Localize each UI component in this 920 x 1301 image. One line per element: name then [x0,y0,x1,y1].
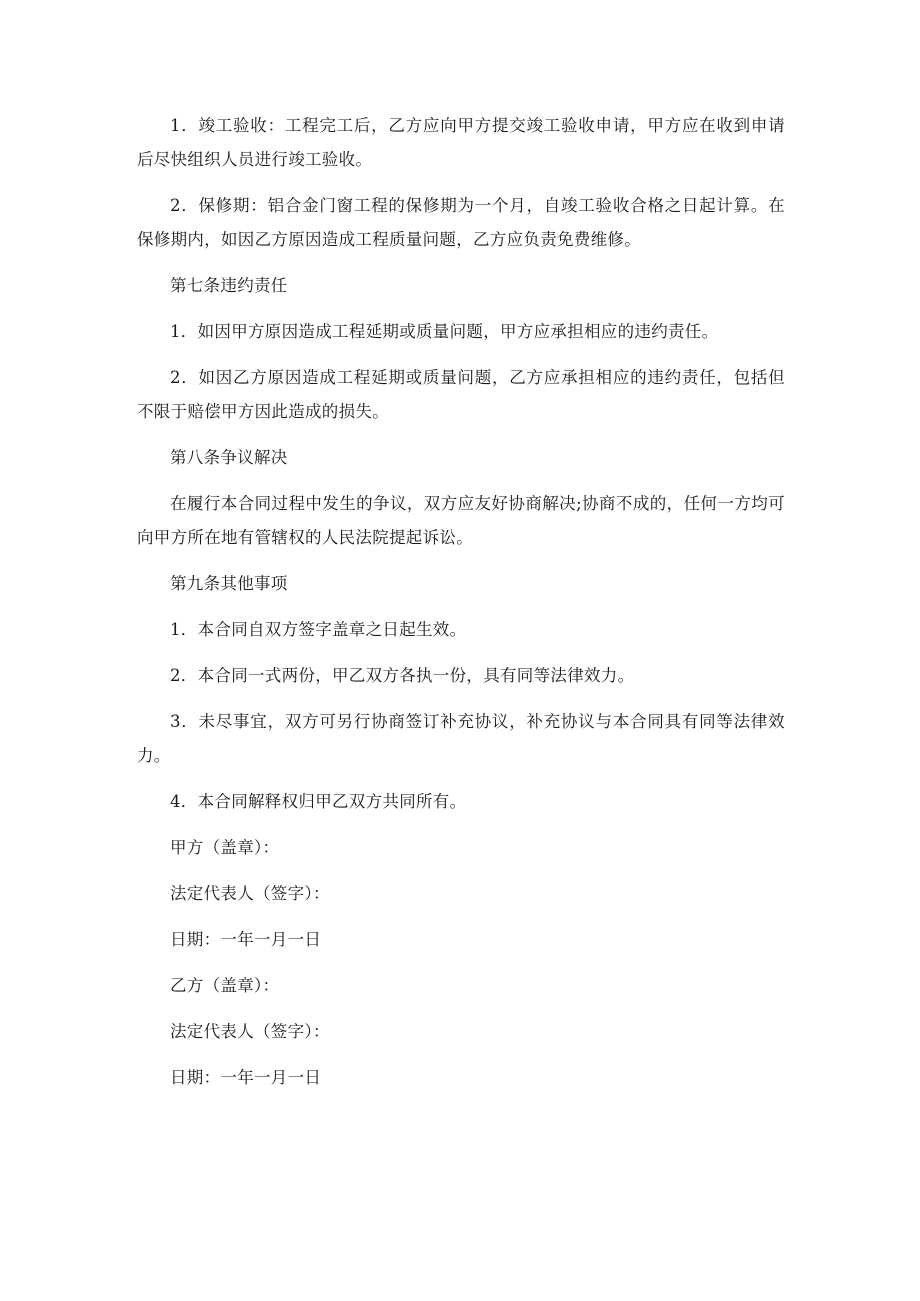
party-a-representative-label: 法定代表人（签字）： [170,884,330,903]
party-b-representative-label: 法定代表人（签字）： [170,1022,330,1041]
party-b-seal-label: 乙方（盖章）： [170,976,280,995]
section-heading-dispute: 第八条争议解决 [170,448,288,467]
warranty-clause: 2．保修期：铝合金门窗工程的保修期为一个月，自竣工验收合格之日起计算。在保修期内，如因乙方原因造成工程质量问题，乙方应负责免费维修。 [137,196,785,249]
dispute-clause: 在履行本合同过程中发生的争议，双方应友好协商解决;协商不成的，任何一方均可向甲方所在地有管辖权的人民法院提起诉讼。 [137,494,785,547]
section-heading-misc: 第九条其他事项 [170,574,288,593]
liability-clause-party-b: 2．如因乙方原因造成工程延期或质量问题，乙方应承担相应的违约责任，包括但不限于赔偿甲方因此造成的损失。 [137,368,785,421]
acceptance-clause: 1．竣工验收：工程完工后，乙方应向甲方提交竣工验收申请，甲方应在收到申请后尽快组织人员进行竣工验收。 [137,116,785,169]
party-b-date-label: 日期：一年一月一日 [170,1068,322,1087]
liability-clause-party-a: 1．如因甲方原因造成工程延期或质量问题，甲方应承担相应的违约责任。 [170,322,719,341]
misc-clause-effective: 1．本合同自双方签字盖章之日起生效。 [170,620,467,639]
document-body [137,109,785,1107]
party-a-date-label: 日期：一年一月一日 [170,930,322,949]
misc-clause-supplement: 3．未尽事宜，双方可另行协商签订补充协议，补充协议与本合同具有同等法律效力。 [137,712,785,765]
misc-clause-copies: 2．本合同一式两份，甲乙双方各执一份，具有同等法律效力。 [170,666,635,685]
party-a-seal-label: 甲方（盖章）： [170,838,280,857]
section-heading-liability: 第七条违约责任 [170,276,288,295]
misc-clause-interpretation: 4．本合同解释权归甲乙双方共同所有。 [170,792,467,811]
